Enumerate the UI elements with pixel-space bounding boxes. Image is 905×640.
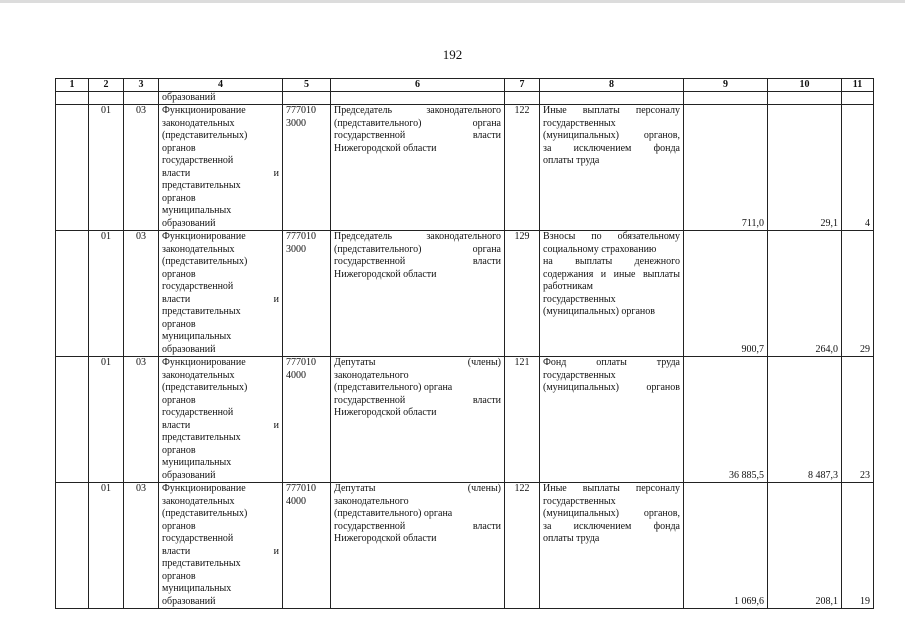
target-article-name-line: государственной власти (334, 130, 501, 141)
target-article-name-line: (представительного) органа (334, 382, 453, 393)
section-name-line: представительных (162, 306, 241, 317)
section-name-line: законодательных (162, 369, 235, 381)
section-code: 01 (89, 483, 124, 609)
header-cell: 9 (684, 79, 768, 92)
header-cell: 2 (89, 79, 124, 92)
header-cell: 8 (540, 79, 684, 92)
expense-type-name-line: за исключением фонда (543, 142, 680, 154)
expense-type-name-line: оплаты труда (543, 155, 600, 166)
target-article-code (283, 357, 331, 483)
section-name-line: органов (162, 192, 196, 204)
header-cell: 3 (124, 79, 159, 92)
target-article-name-line: законодательного (334, 495, 409, 507)
header-cell: 1 (56, 79, 89, 92)
expense-type-name-line: социальному страхованию (543, 243, 657, 255)
target-article-name (331, 483, 505, 609)
section-name-line: Функционирование (162, 483, 246, 494)
section-code: 01 (89, 105, 124, 231)
target-article-name-line: государственной власти (334, 520, 501, 532)
target-article-name-line: Депутаты (члены) (334, 357, 501, 368)
target-article-code (283, 483, 331, 609)
section-name-line: Функционирование (162, 105, 246, 116)
section-name-line: законодательных (162, 117, 235, 129)
section-name-line: Функционирование (162, 231, 246, 242)
expense-type-name-line: государственных (543, 293, 616, 305)
target-article-name-line: (представительного) органа (334, 117, 501, 129)
section-code: 01 (89, 231, 124, 357)
section-name-line: органов (162, 142, 196, 154)
section-name-line: представительных (162, 180, 241, 191)
budget-table (55, 78, 874, 609)
execution-percent: 4 (842, 105, 874, 231)
amount-value: 1 069,6 (684, 483, 768, 609)
target-article-code-line: 777010 (286, 231, 316, 242)
section-name-line: органов (162, 268, 196, 280)
section-name-line: государственной (162, 407, 234, 418)
target-article-code-line: 4000 (286, 369, 306, 381)
target-article-name-line: государственной власти (334, 256, 501, 267)
amount-executed: 264,0 (768, 231, 842, 357)
continuation-row (56, 92, 874, 105)
section-name-line: органов (162, 570, 196, 582)
header-row (56, 79, 874, 92)
target-article-name (331, 105, 505, 231)
section-name (159, 231, 283, 357)
section-name-line: образований (162, 595, 216, 607)
section-name-line: (представительных) (162, 508, 248, 519)
header-cell: 5 (283, 79, 331, 92)
section-code: 01 (89, 357, 124, 483)
subsection-code: 03 (124, 231, 159, 357)
target-article-name-line: государственной власти (334, 394, 501, 406)
expense-type-name (540, 105, 684, 231)
amount-value: 711,0 (684, 105, 768, 231)
continuation-text: образований (159, 92, 283, 105)
subsection-code: 03 (124, 105, 159, 231)
target-article-name (331, 231, 505, 357)
expense-type-name-line: Фонд оплаты труда (543, 357, 680, 368)
target-article-code-line: 777010 (286, 105, 316, 116)
section-name (159, 357, 283, 483)
execution-percent: 19 (842, 483, 874, 609)
section-name-line: государственной (162, 533, 234, 544)
target-article-code-line: 3000 (286, 117, 306, 129)
section-name-line: муниципальных (162, 583, 232, 594)
header-cell: 7 (505, 79, 540, 92)
subsection-code: 03 (124, 483, 159, 609)
expense-type-name-line: за исключением фонда (543, 520, 680, 532)
amount-value: 900,7 (684, 231, 768, 357)
section-name-line: образований (162, 343, 216, 355)
section-name-line: образований (162, 469, 216, 481)
expense-type-name (540, 231, 684, 357)
header-cell: 4 (159, 79, 283, 92)
target-article-name-line: законодательного (334, 369, 409, 381)
expense-type-name-line: (муниципальных) органов, (543, 130, 680, 141)
subsection-code: 03 (124, 357, 159, 483)
target-article-code (283, 231, 331, 357)
expense-type-code: 121 (505, 357, 540, 483)
header-cell: 6 (331, 79, 505, 92)
table-row (56, 231, 874, 357)
amount-executed: 208,1 (768, 483, 842, 609)
section-name-line: органов (162, 444, 196, 456)
expense-type-name-line: государственных (543, 369, 616, 381)
section-name (159, 483, 283, 609)
expense-type-name-line: содержания и иные выплаты (543, 268, 680, 280)
section-name-line: муниципальных (162, 331, 232, 342)
expense-type-name (540, 357, 684, 483)
execution-percent: 29 (842, 231, 874, 357)
target-article-name-line: Депутаты (члены) (334, 483, 501, 494)
expense-type-name-line: Иные выплаты персоналу (543, 105, 680, 116)
section-name (159, 105, 283, 231)
target-article-name-line: (представительного) органа (334, 508, 453, 519)
target-article-code (283, 105, 331, 231)
section-name-line: муниципальных (162, 205, 232, 216)
section-name-line: власти и (162, 419, 279, 431)
section-name-line: (представительных) (162, 130, 248, 141)
page-number: 192 (442, 47, 463, 62)
target-article-code-line: 3000 (286, 243, 306, 255)
section-name-line: муниципальных (162, 457, 232, 468)
expense-type-name-line: государственных (543, 495, 616, 507)
target-article-name-line: Нижегородской области (334, 142, 437, 154)
expense-type-name-line: Взносы по обязательному (543, 231, 680, 242)
target-article-name-line: Нижегородской области (334, 268, 437, 280)
section-name-line: представительных (162, 432, 241, 443)
section-name-line: законодательных (162, 243, 235, 255)
target-article-name-line: Нижегородской области (334, 407, 437, 418)
section-name-line: законодательных (162, 495, 235, 507)
section-name-line: представительных (162, 558, 241, 569)
expense-type-name-line: оплаты труда (543, 533, 600, 544)
section-name-line: власти и (162, 545, 279, 557)
target-article-code-line: 777010 (286, 357, 316, 368)
page-top-edge (0, 0, 905, 3)
target-article-name-line: Председатель законодательного (334, 105, 501, 116)
table-row (56, 483, 874, 609)
section-name-line: власти и (162, 167, 279, 179)
expense-type-name-line: на выплаты денежного (543, 256, 680, 267)
section-name-line: власти и (162, 293, 279, 305)
table-body (56, 105, 874, 609)
section-name-line: (представительных) (162, 256, 248, 267)
expense-type-name-line: Иные выплаты персоналу (543, 483, 680, 494)
expense-type-name-line: государственных (543, 117, 616, 129)
table-row (56, 105, 874, 231)
execution-percent: 23 (842, 357, 874, 483)
header-cell: 10 (768, 79, 842, 92)
expense-type-name-line: (муниципальных) органов (543, 306, 656, 317)
expense-type-name-line: (муниципальных) органов, (543, 508, 680, 519)
target-article-code-line: 777010 (286, 483, 316, 494)
section-name-line: государственной (162, 155, 234, 166)
expense-type-name-line: (муниципальных) органов (543, 382, 680, 393)
amount-executed: 8 487,3 (768, 357, 842, 483)
section-name-line: (представительных) (162, 382, 248, 393)
expense-type-code: 122 (505, 483, 540, 609)
section-name-line: образований (162, 217, 216, 229)
amount-value: 36 885,5 (684, 357, 768, 483)
section-name-line: органов (162, 520, 196, 532)
expense-type-code: 129 (505, 231, 540, 357)
amount-executed: 29,1 (768, 105, 842, 231)
target-article-code-line: 4000 (286, 495, 306, 507)
target-article-name (331, 357, 505, 483)
section-name-line: государственной (162, 281, 234, 292)
section-name-line: Функционирование (162, 357, 246, 368)
section-name-line: органов (162, 394, 196, 406)
target-article-name-line: (представительного) органа (334, 243, 501, 255)
expense-type-name (540, 483, 684, 609)
header-cell: 11 (842, 79, 874, 92)
target-article-name-line: Председатель законодательного (334, 231, 501, 242)
expense-type-name-line: работникам (543, 281, 593, 292)
table-row (56, 357, 874, 483)
target-article-name-line: Нижегородской области (334, 533, 437, 544)
section-name-line: органов (162, 318, 196, 330)
expense-type-code: 122 (505, 105, 540, 231)
